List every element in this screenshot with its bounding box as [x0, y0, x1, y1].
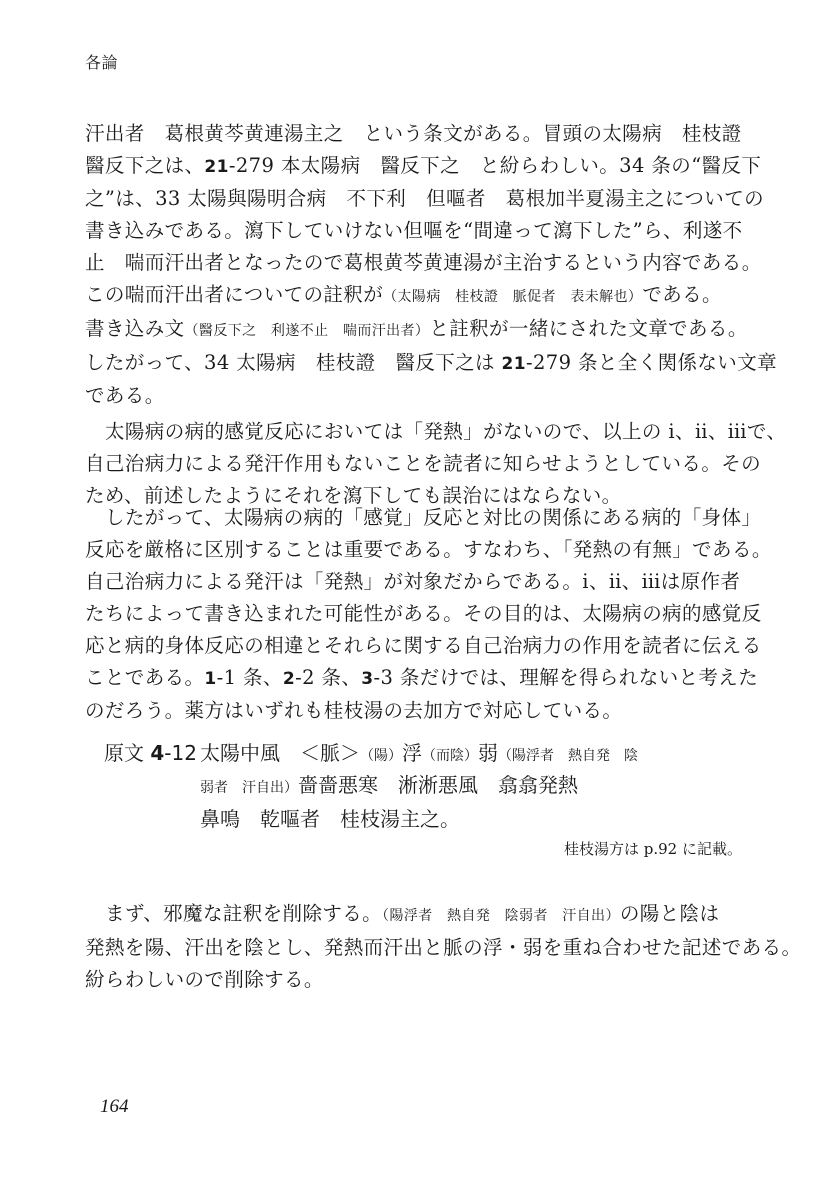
paragraph-2	[85, 416, 787, 512]
text-line: である。	[85, 384, 165, 407]
text-line: 太陽病の病的感覚反応においては「発熱」がないので、以上の ⅰ、ⅱ、ⅲで、	[105, 420, 787, 443]
prescription-note: 桂枝湯方は p.92 に記載。	[564, 840, 742, 858]
paragraph-1	[85, 118, 778, 412]
bold-number: 2	[282, 669, 296, 689]
annotation: （太陽病 桂枝證 脈促者 表未解也）	[383, 289, 643, 305]
text-line: 之”は、33 太陽與陽明合病 不下利 但嘔者 葛根加半夏湯主之についての	[85, 187, 764, 210]
text-line: ため、前述したようにそれを瀉下しても誤治にはならない。	[85, 484, 622, 507]
annotation: （陽浮者 熱自発 陰弱者 汗自出）	[382, 908, 620, 924]
original-text-line: 弱者 汗自出）嗇嗇悪寒 淅淅悪風 翕翕発熱	[200, 773, 578, 797]
paragraph-3	[85, 502, 772, 727]
bold-number: 21	[501, 354, 526, 374]
original-text-label: 原文 4-12	[104, 741, 197, 765]
text-line: 反応を厳格に区別することは重要である。すなわち、「発熱の有無」である。	[85, 538, 772, 561]
text-line: 紛らわしいので削除する。	[85, 968, 324, 991]
text-line: したがって、34 太陽病 桂枝證 醫反下之は 21-279 条と全く関係ない文章	[85, 351, 778, 374]
text-line: 応と病的身体反応の相違とそれらに関する自己治病力の作用を読者に伝える	[85, 634, 762, 657]
text-line: 止 喘而汗出者となったので葛根黄芩黄連湯が主治するという内容である。	[85, 251, 762, 274]
text-line: したがって、太陽病の病的「感覚」反応と対比の関係にある病的「身体」	[105, 506, 762, 529]
text-line: 書き込み文（醫反下之 利遂不止 喘而汗出者）と註釈が一緒にされた文章である。	[85, 317, 748, 340]
text-line: 発熱を陽、汗出を陰とし、発熱而汗出と脈の浮・弱を重ね合わせた記述である。	[85, 936, 802, 959]
text-line: ことである。1-1 条、2-2 条、3-3 条だけでは、理解を得られないと考えた	[85, 666, 759, 689]
original-text-line: 太陽中風 ＜脈＞（陽）浮（而陰）弱（陽浮者 熱自発 陰	[200, 741, 638, 765]
bold-number: 1	[204, 669, 217, 689]
text-line: 自己治病力による発汗作用もないことを読者に知らせようとしている。その	[85, 452, 762, 475]
text-line: まず、邪魔な註釈を削除する。（陽浮者 熱自発 陰弱者 汗自出）の陽と陰は	[105, 902, 720, 925]
text-line: のだろう。薬方はいずれも桂枝湯の去加方で対応している。	[85, 699, 623, 722]
annotation: （醫反下之 利遂不止 喘而汗出者）	[184, 323, 430, 339]
text-line: 醫反下之は、21-279 本太陽病 醫反下之 と紛らわしい。34 条の“醫反下	[85, 154, 762, 177]
text-line: 自己治病力による発汗は「発熱」が対象だからである。ⅰ、ⅱ、ⅲは原作者	[85, 570, 741, 593]
page-number: 164	[100, 1096, 129, 1117]
paragraph-4	[85, 898, 802, 996]
text-line: この喘而汗出者についての註釈が（太陽病 桂枝證 脈促者 表未解也）である。	[85, 283, 722, 306]
text-line: 汗出者 葛根黄芩黄連湯主之 という条文がある。冒頭の太陽病 桂枝證	[85, 122, 742, 145]
text-line: たちによって書き込まれた可能性がある。その目的は、太陽病の病的感覚反	[85, 602, 762, 625]
original-text-line: 鼻鳴 乾嘔者 桂枝湯主之。	[200, 807, 460, 831]
running-head: 各論	[85, 53, 119, 72]
bold-number: 3	[361, 669, 374, 689]
text-line: 書き込みである。瀉下していけない但嘔を“間違って瀉下した”ら、利遂不	[85, 219, 743, 242]
bold-number: 21	[204, 157, 229, 177]
